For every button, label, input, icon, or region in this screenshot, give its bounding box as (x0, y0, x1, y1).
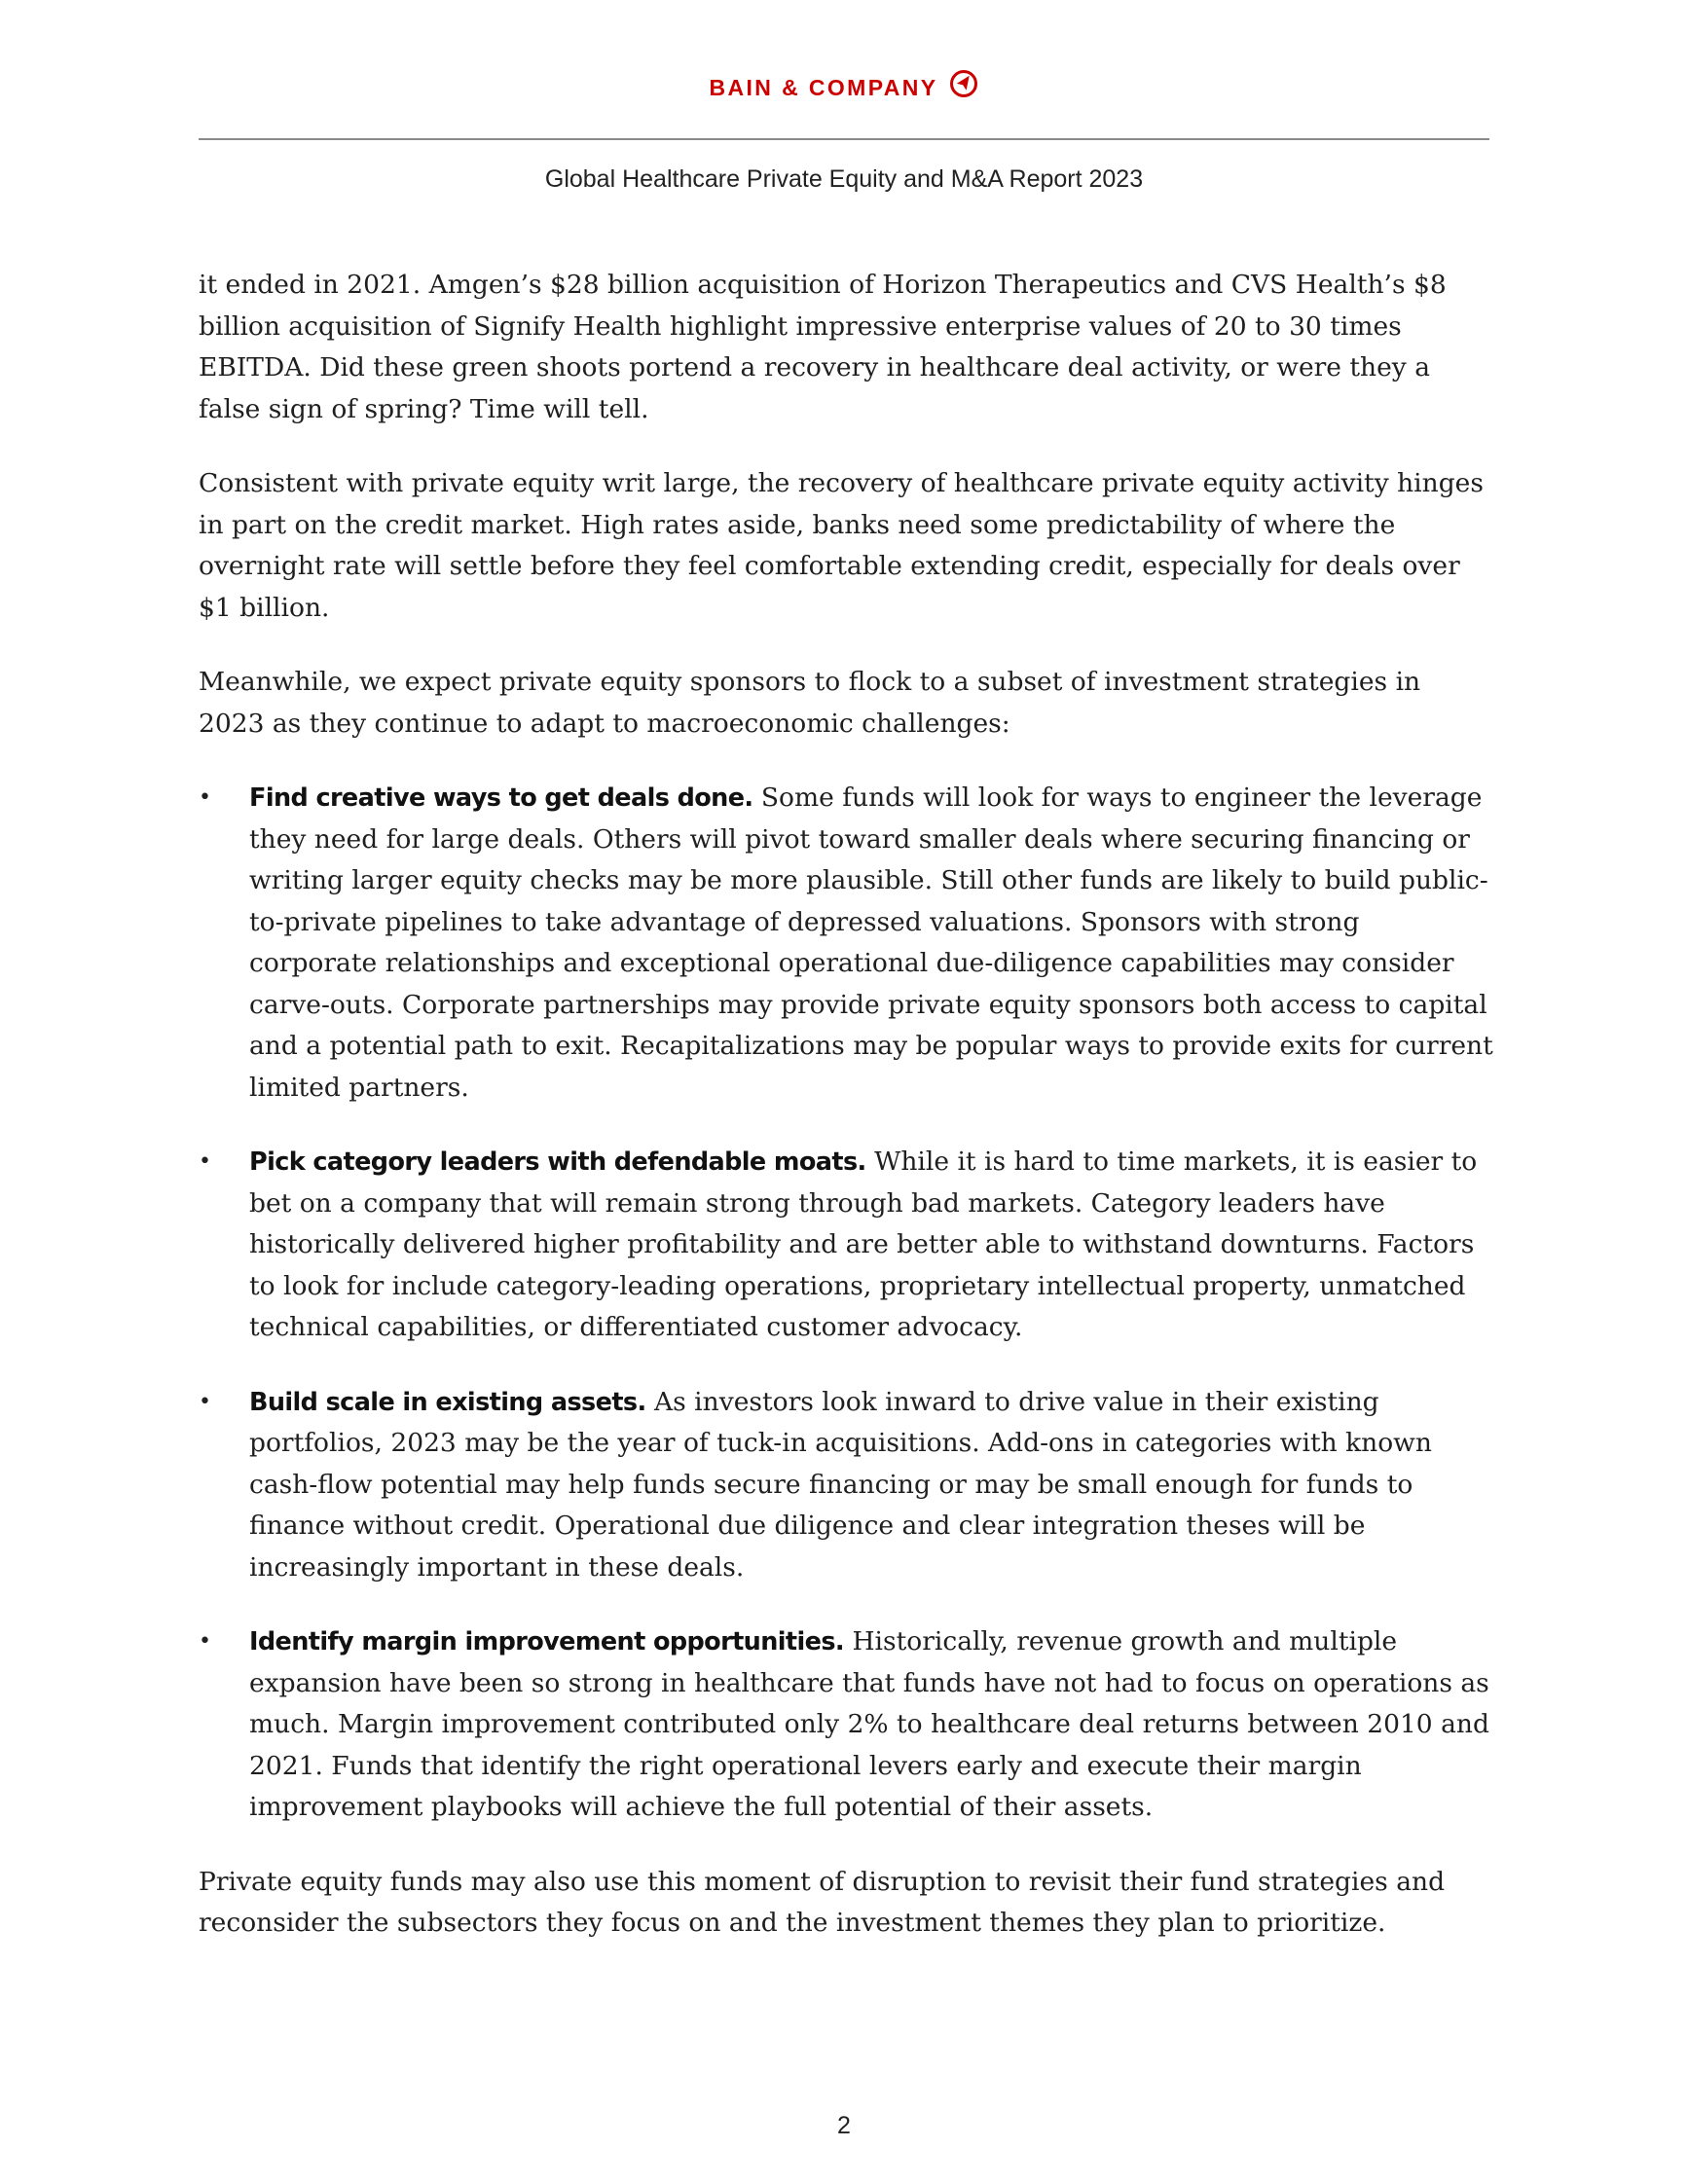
list-item (199, 1142, 1493, 1349)
body-paragraph: it ended in 2021. Amgen’s $28 billion acquisition of Horizon Therapeutics and CVS Health’s $8 billion acquisition of Signify Health highlight impressive enterprise values of 20 to 30 times EBITDA. Did these green shoots portend a recovery in healthcare deal activity, or were they a false sign of spring? Time will tell. (199, 270, 1447, 424)
bain-circle-logo-icon (948, 68, 979, 105)
header-divider (199, 138, 1489, 140)
report-title: Global Healthcare Private Equity and M&A Report 2023 (544, 165, 1144, 193)
page-number: 2 (837, 2112, 851, 2139)
bullet-icon: • (199, 1629, 211, 1654)
page-body (199, 265, 1493, 1978)
strategy-list (199, 778, 1493, 1829)
list-item-text: While it is hard to time markets, it is easier to bet on a company that will remain strong through bad markets. Category leaders have historically delivered higher profitability and are better able to withstand downturns. Factors to look for include category-leading operations, proprietary intellectual property, unmatched technical capabilities, or differentiated customer advocacy. (249, 1147, 1478, 1342)
list-item-lead: Pick category leaders with defendable moats. (249, 1147, 866, 1177)
list-item (199, 1382, 1493, 1589)
list-item (199, 778, 1493, 1109)
list-item-lead: Build scale in existing assets. (249, 1387, 646, 1417)
list-item (199, 1621, 1493, 1829)
list-item-lead: Identify margin improvement opportunities. (249, 1627, 845, 1656)
bullet-icon: • (199, 1389, 211, 1414)
list-item-lead: Find creative ways to get deals done. (249, 783, 753, 813)
closing-paragraph: Private equity funds may also use this moment of disruption to revisit their fund strategies and reconsider the subsectors they focus on and the investment themes they plan to prioritize. (199, 1866, 1446, 1938)
list-item-text: Some funds will look for ways to engineer the leverage they need for large deals. Others will pivot toward smaller deals where securing financing or writing larger equity checks may be more plausible. Still other funds are likely to build public-to-private pipelines to take advantage of depressed valuations. Sponsors with strong corporate relationships and exceptional operational due-diligence capabilities may consider carve-outs. Corporate partnerships may provide private equity sponsors both access to capital and a potential path to exit. Recapitalizations may be popular ways to provide exits for current limited partners. (249, 783, 1493, 1103)
brand-name: BAIN & COMPANY (709, 75, 938, 101)
bullet-icon: • (199, 785, 211, 810)
brand-header (0, 74, 1688, 105)
list-item-text: Historically, revenue growth and multiple expansion have been so strong in healthcare that funds have not had to focus on operations as much. Margin improvement contributed only 2% to healthcare deal returns between 2010 and 2021. Funds that identify the right operational levers early and execute their margin improvement playbooks will achieve the full potential of their assets. (249, 1626, 1489, 1822)
body-paragraph: Meanwhile, we expect private equity sponsors to flock to a subset of investment strategies in 2023 as they continue to adapt to macroeconomic challenges: (199, 667, 1421, 739)
bullet-icon: • (199, 1149, 211, 1174)
list-item-text: As investors look inward to drive value in their existing portfolios, 2023 may be the year of tuck-in acquisitions. Add-ons in categories with known cash-flow potential may help funds secure financing or may be small enough for funds to finance without credit. Operational due diligence and clear integration theses will be increasingly important in these deals. (249, 1386, 1432, 1583)
body-paragraph: Consistent with private equity writ large, the recovery of healthcare private equity activity hinges in part on the credit market. High rates aside, banks need some predictability of where the overnight rate will settle before they feel comfortable extending credit, especially for deals over $1 billion. (199, 468, 1484, 623)
